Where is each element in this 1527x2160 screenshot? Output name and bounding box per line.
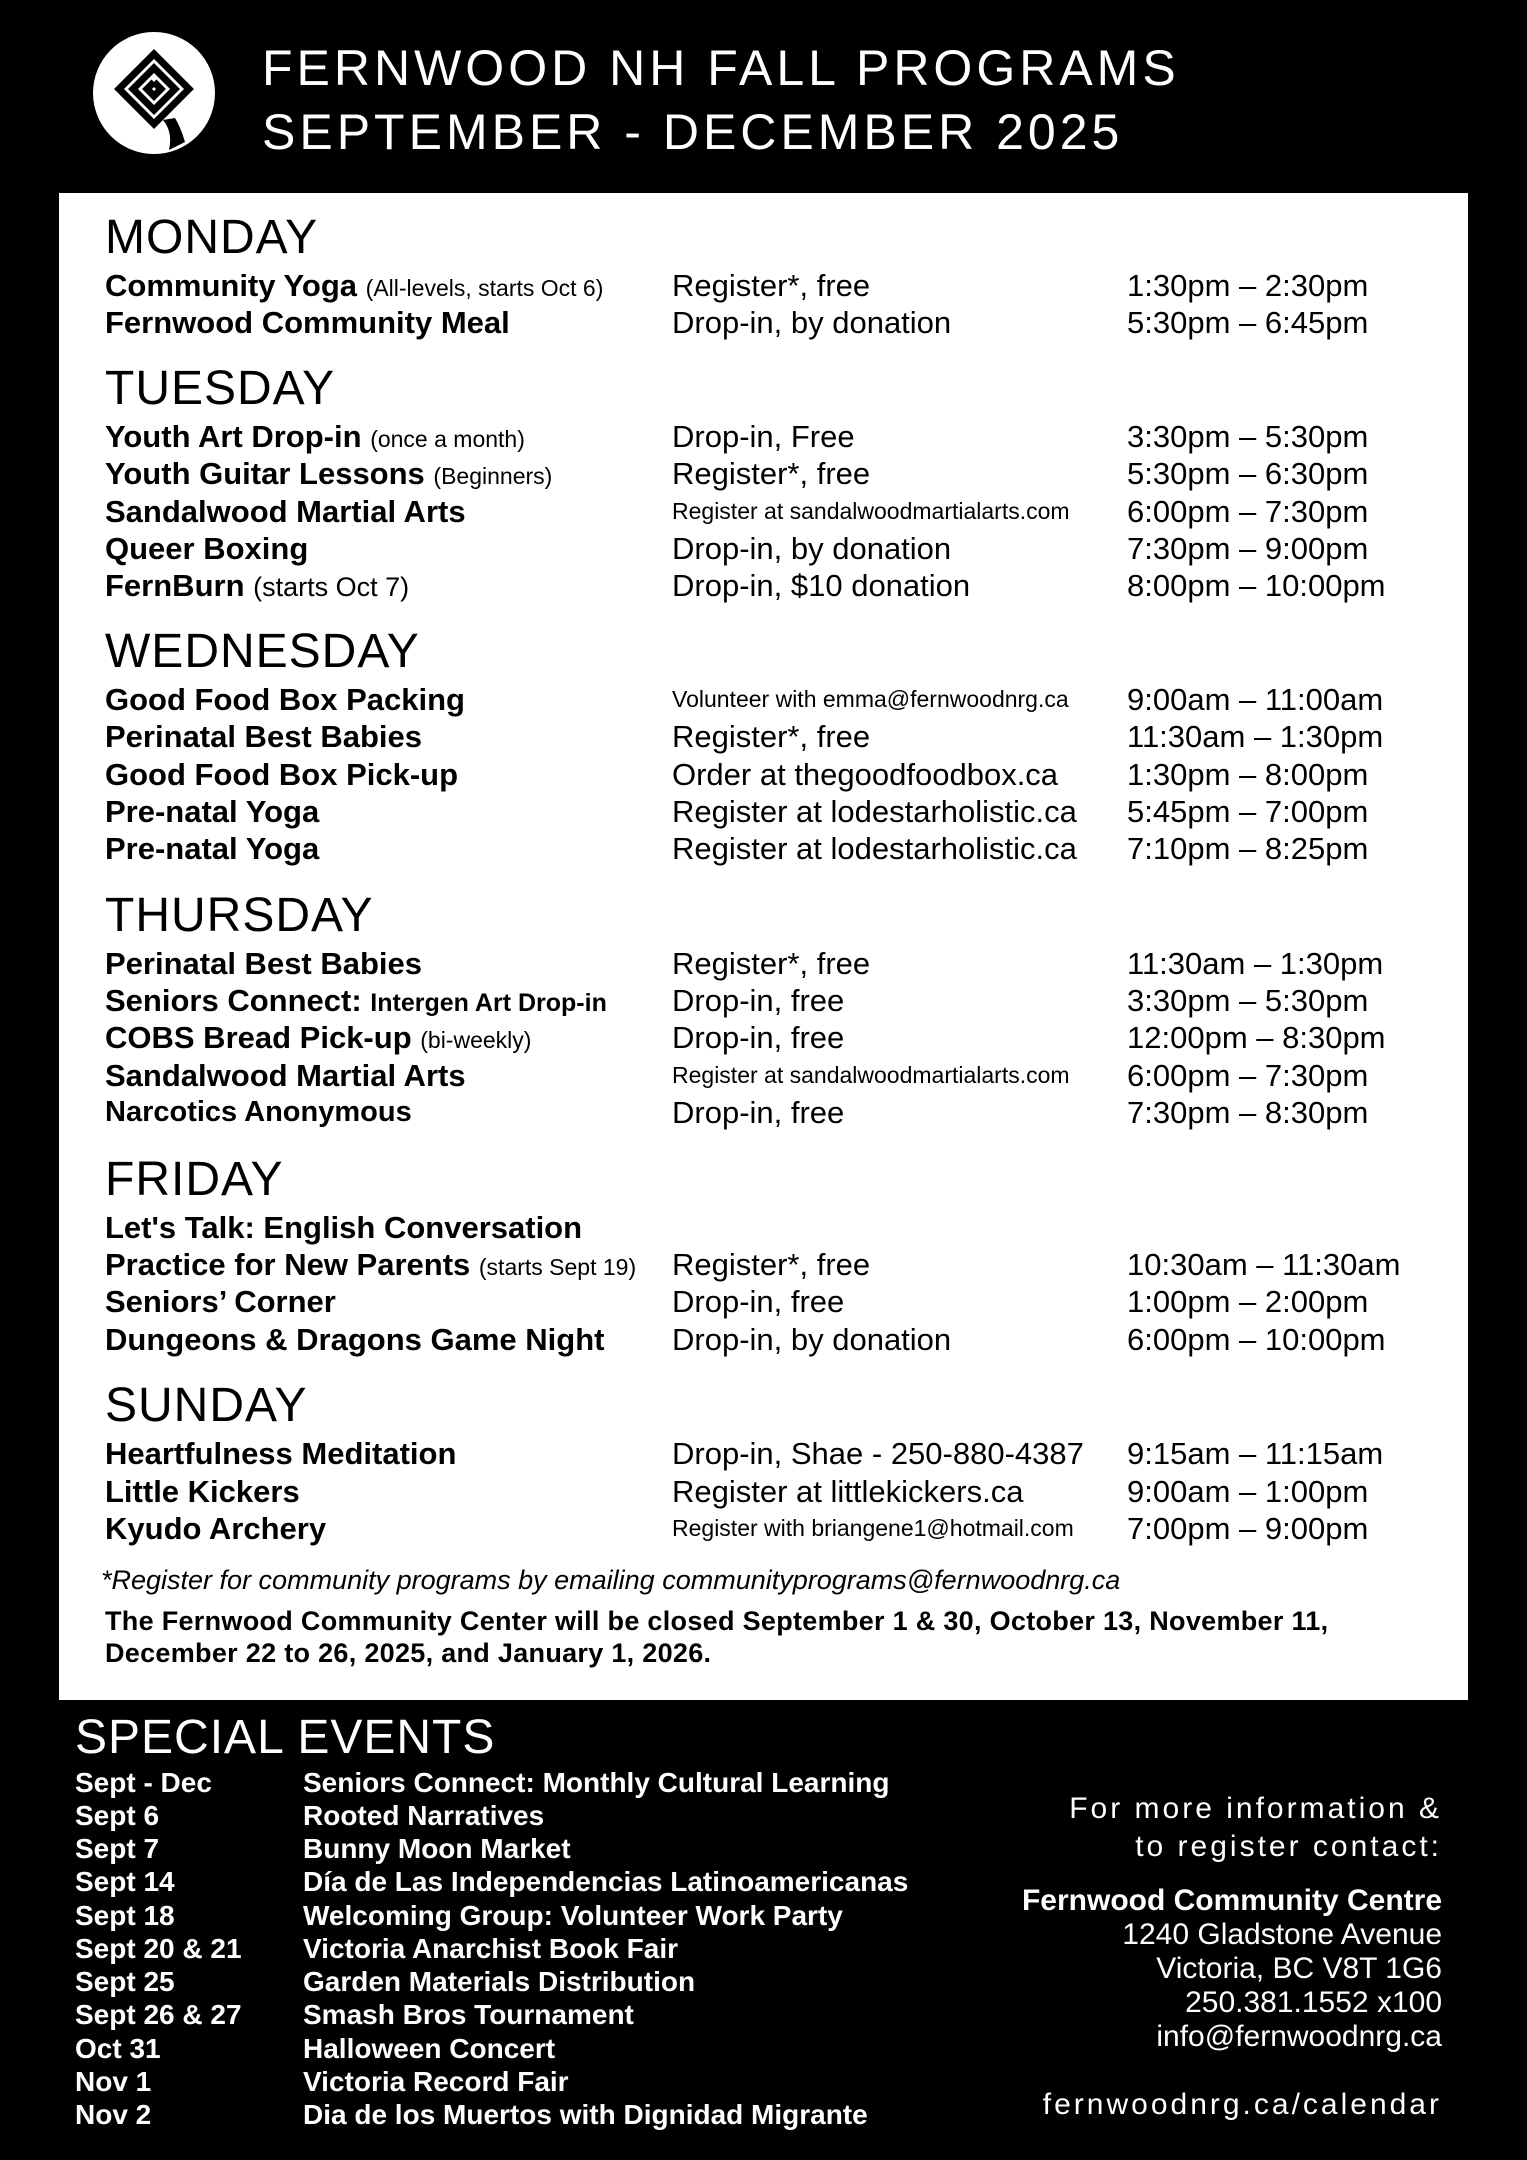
program-time: 5:30pm – 6:30pm [1127,456,1369,491]
program-note: (bi-weekly) [420,1027,532,1053]
program-name: Good Food Box Packing [105,682,465,717]
event-name: Dia de los Muertos with Dignidad Migrante [303,2099,868,2130]
weekly-schedule [59,193,1468,1700]
program-registration: Drop-in, $10 donation [672,568,971,603]
program-time: 1:00pm – 2:00pm [1127,1284,1369,1319]
program-time: 9:15am – 11:15am [1127,1436,1384,1471]
phone-number: 250.381.1552 x100 [1185,1986,1442,2019]
program-row [105,681,1445,718]
program-time: 6:00pm – 7:30pm [1127,1058,1369,1093]
program-row [105,567,1445,604]
program-note: (starts Sept 19) [478,1254,637,1280]
program-name: Community Yoga [105,268,358,303]
event-date: Oct 31 [75,2033,161,2064]
program-name: Let's Talk: English Conversation [105,1210,583,1245]
event-name: Smash Bros Tournament [303,1999,634,2030]
program-row [105,1321,1445,1358]
title-line-2: SEPTEMBER - DECEMBER 2025 [262,104,1124,160]
contact-intro-1: For more information & [1069,1792,1442,1825]
event-date: Nov 1 [75,2066,152,2097]
contact-intro-2: to register contact: [1135,1830,1442,1863]
program-registration: Drop-in, by donation [672,1322,952,1357]
program-note: (Beginners) [433,463,553,489]
program-row [105,267,1445,304]
program-time: 7:30pm – 9:00pm [1127,531,1369,566]
program-time: 9:00am – 1:00pm [1127,1474,1369,1509]
registration-footnote: *Register for community programs by emailing communityprograms@fernwoodnrg.ca [101,1565,1121,1595]
program-row [105,793,1445,830]
event-date: Sept 18 [75,1900,175,1931]
contact-info [1069,1790,1442,1866]
program-name: Sandalwood Martial Arts [105,494,466,529]
day-heading-thursday: THURSDAY [105,889,374,942]
program-note: Intergen Art Drop-in [370,989,607,1017]
program-row [105,493,1445,530]
program-registration: Drop-in, by donation [672,531,952,566]
program-row [105,982,1445,1019]
event-date: Sept 25 [75,1966,175,1997]
program-name: Fernwood Community Meal [105,305,510,340]
program-name: Good Food Box Pick-up [105,757,459,792]
address-city: Victoria, BC V8T 1G6 [1156,1952,1442,1985]
event-name: Garden Materials Distribution [303,1966,696,1997]
program-name: Seniors Connect: [105,983,362,1018]
program-name: Perinatal Best Babies [105,719,423,754]
program-name: Perinatal Best Babies [105,946,423,981]
program-time: 1:30pm – 8:00pm [1127,757,1369,792]
program-registration: Register at lodestarholistic.ca [672,794,1077,829]
program-name: Seniors’ Corner [105,1284,336,1319]
program-name: Queer Boxing [105,531,309,566]
program-registration: Register*, free [672,1247,871,1282]
day-heading-tuesday: TUESDAY [105,362,336,415]
event-name: Rooted Narratives [303,1800,545,1831]
program-name: Kyudo Archery [105,1511,327,1546]
program-note: (All-levels, starts Oct 6) [365,275,604,301]
program-time: 8:00pm – 10:00pm [1127,568,1386,603]
program-row [105,718,1445,755]
program-registration: Drop-in, free [672,983,845,1018]
program-row [105,455,1445,492]
day-heading-monday: MONDAY [105,211,319,264]
event-name: Halloween Concert [303,2033,556,2064]
day-heading-friday: FRIDAY [105,1153,284,1206]
program-row [105,1473,1445,1510]
event-date: Sept 7 [75,1833,160,1864]
program-registration: Register*, free [672,719,871,754]
program-name: Little Kickers [105,1474,300,1509]
special-events-title: SPECIAL EVENTS [75,1711,496,1764]
program-row [105,1510,1445,1547]
event-name: Día de Las Independencias Latinoamericanas [303,1866,909,1897]
program-name: Youth Art Drop-in [105,419,362,454]
program-name: Heartfulness Meditation [105,1436,457,1471]
program-registration: Drop-in, free [672,1095,845,1130]
program-name: FernBurn [105,568,245,603]
program-name: COBS Bread Pick-up [105,1020,412,1055]
program-time: 3:30pm – 5:30pm [1127,419,1369,454]
program-row [105,945,1445,982]
program-time: 3:30pm – 5:30pm [1127,983,1369,1018]
program-time: 12:00pm – 8:30pm [1127,1020,1386,1055]
program-registration: Drop-in, Shae - 250-880-4387 [672,1436,1084,1471]
program-time: 10:30am – 11:30am [1127,1247,1401,1282]
program-time: 7:10pm – 8:25pm [1127,831,1369,866]
program-row [105,304,1445,341]
program-name: Narcotics Anonymous [105,1096,412,1128]
event-date: Sept 26 & 27 [75,1999,242,2030]
program-registration: Order at thegoodfoodbox.ca [672,757,1059,792]
program-registration: Register*, free [672,456,871,491]
address-street: 1240 Gladstone Avenue [1122,1918,1442,1951]
event-date: Sept 20 & 21 [75,1933,242,1964]
event-name: Seniors Connect: Monthly Cultural Learning [303,1767,890,1798]
program-registration: Drop-in, free [672,1020,845,1055]
program-registration: Register at sandalwoodmartialarts.com [672,1062,1070,1088]
program-time: 11:30am – 1:30pm [1127,946,1384,981]
program-row [105,418,1445,455]
program-name: Sandalwood Martial Arts [105,1058,466,1093]
closure-notice: The Fernwood Community Center will be closed September 1 & 30, October 13, November 11, December 22 to 26, 2025, and January 1, 2026. [105,1606,1329,1668]
program-registration: Register*, free [672,946,871,981]
program-name: Youth Guitar Lessons [105,456,425,491]
program-time: 5:45pm – 7:00pm [1127,794,1369,829]
program-row [105,756,1445,793]
spiral-logo-icon [93,32,215,154]
program-row [105,530,1445,567]
title-line-1: FERNWOOD NH FALL PROGRAMS [262,40,1180,96]
program-time: 6:00pm – 7:30pm [1127,494,1369,529]
program-row [105,1094,1445,1131]
program-row [105,1209,1445,1246]
program-row [105,1435,1445,1472]
program-time: 11:30am – 1:30pm [1127,719,1384,754]
event-date: Sept - Dec [75,1767,212,1798]
program-time: 7:00pm – 9:00pm [1127,1511,1369,1546]
program-row [105,1246,1445,1283]
day-heading-wednesday: WEDNESDAY [105,625,420,678]
program-name: Pre-natal Yoga [105,831,320,866]
email-address: info@fernwoodnrg.ca [1156,2020,1442,2053]
event-date: Sept 6 [75,1800,160,1831]
program-time: 9:00am – 11:00am [1127,682,1384,717]
program-time: 6:00pm – 10:00pm [1127,1322,1386,1357]
event-date: Nov 2 [75,2099,152,2130]
program-time: 7:30pm – 8:30pm [1127,1095,1369,1130]
program-row [105,830,1445,867]
event-name: Victoria Record Fair [303,2066,569,2097]
program-registration: Drop-in, by donation [672,305,952,340]
program-registration: Drop-in, Free [672,419,855,454]
program-note: (once a month) [370,426,525,452]
event-name: Welcoming Group: Volunteer Work Party [303,1900,843,1931]
program-registration: Register at sandalwoodmartialarts.com [672,498,1070,524]
program-time: 1:30pm – 2:30pm [1127,268,1369,303]
header [0,0,1527,192]
program-name: Practice for New Parents [105,1247,471,1282]
program-name: Dungeons & Dragons Game Night [105,1322,605,1357]
program-time: 5:30pm – 6:45pm [1127,305,1369,340]
day-heading-sunday: SUNDAY [105,1379,308,1432]
program-registration: Volunteer with emma@fernwoodnrg.ca [672,686,1069,712]
program-name: Pre-natal Yoga [105,794,320,829]
calendar-url: fernwoodnrg.ca/calendar [1042,2088,1442,2121]
program-note: (starts Oct 7) [253,572,410,602]
event-date: Sept 14 [75,1866,175,1897]
program-registration: Register at lodestarholistic.ca [672,831,1077,866]
program-registration: Drop-in, free [672,1284,845,1319]
program-registration: Register with briangene1@hotmail.com [672,1515,1074,1541]
event-name: Victoria Anarchist Book Fair [303,1933,678,1964]
program-registration: Register at littlekickers.ca [672,1474,1024,1509]
program-row [105,1019,1445,1056]
program-row [105,1057,1445,1094]
event-name: Bunny Moon Market [303,1833,571,1864]
contact-address [1022,1884,1442,2054]
program-registration: Register*, free [672,268,871,303]
program-row [105,1283,1445,1320]
org-name: Fernwood Community Centre [1021,1884,1442,1917]
